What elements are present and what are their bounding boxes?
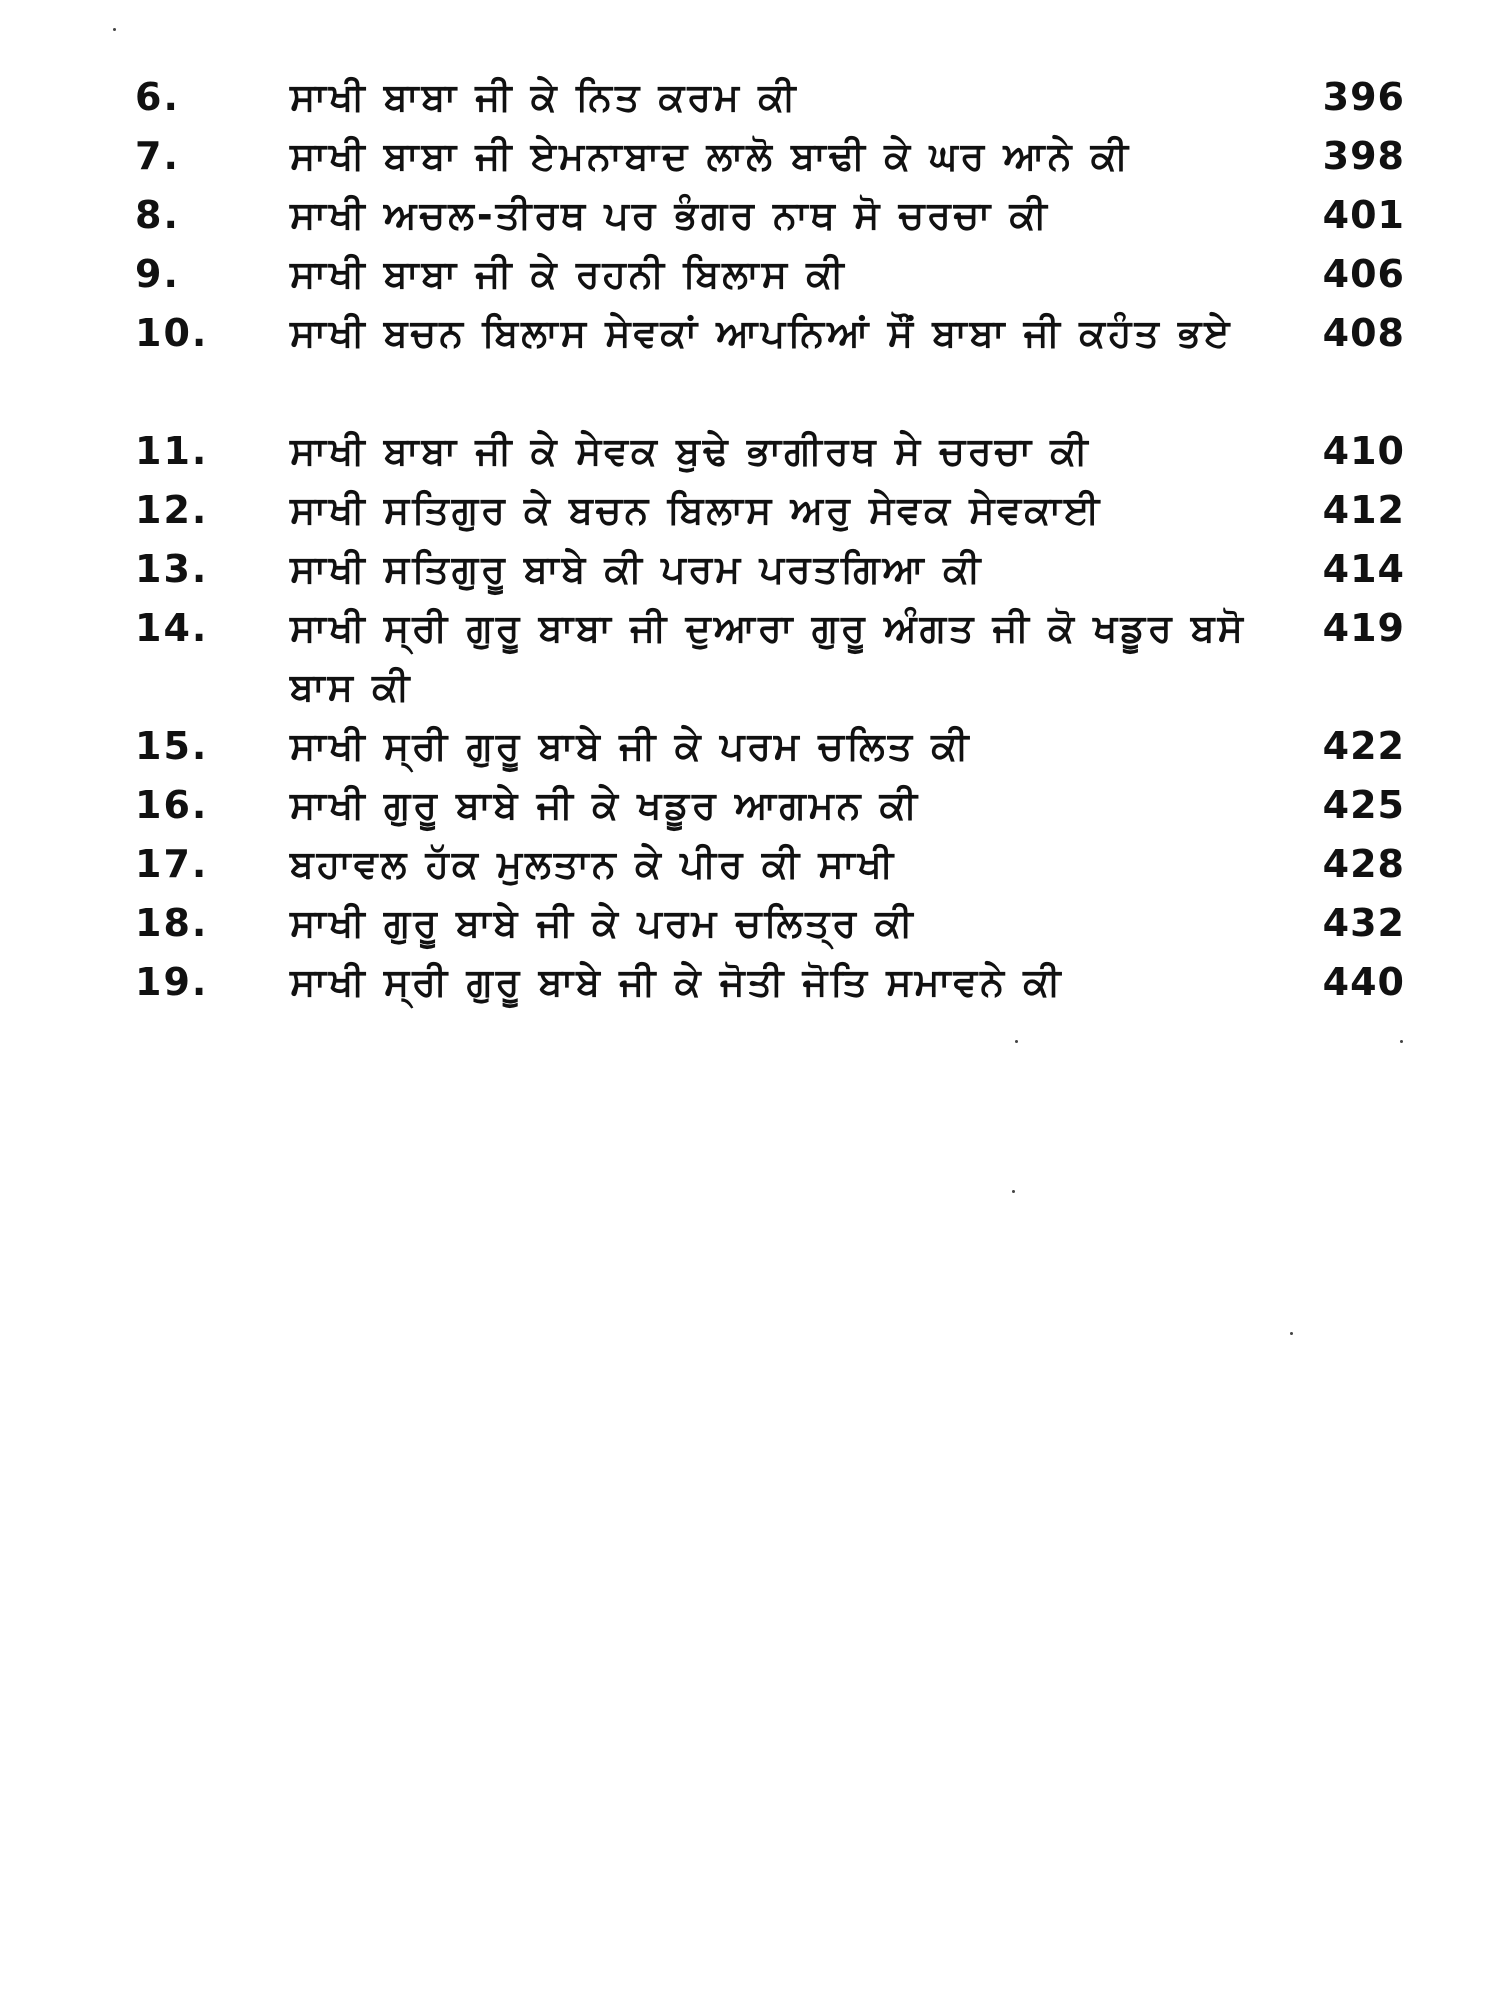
table-of-contents — [135, 68, 1405, 1012]
entry-page-number: 401 — [1322, 193, 1405, 237]
toc-entry — [135, 481, 1405, 540]
entry-title: ਸਾਖੀ ਬਾਬਾ ਜੀ ਕੇ ਰਹਨੀ ਬਿਲਾਸ ਕੀ — [290, 252, 847, 296]
entry-title: ਬਹਾਵਲ ਹੱਕ ਮੁਲਤਾਨ ਕੇ ਪੀਰ ਕੀ ਸਾਖੀ — [290, 842, 897, 886]
toc-entry — [135, 68, 1405, 127]
entry-page-number: 425 — [1322, 783, 1405, 827]
entry-number: 9. — [135, 252, 180, 296]
entry-page-number: 428 — [1322, 842, 1405, 886]
toc-entry — [135, 894, 1405, 953]
toc-entry — [135, 304, 1405, 422]
entry-title: ਸਾਖੀ ਅਚਲ-ਤੀਰਥ ਪਰ ਭੰਗਰ ਨਾਥ ਸੋ ਚਰਚਾ ਕੀ — [290, 193, 1050, 237]
entry-number: 10. — [135, 311, 209, 355]
entry-page-number: 440 — [1322, 960, 1405, 1004]
entry-number: 6. — [135, 75, 180, 119]
entry-number: 7. — [135, 134, 180, 178]
entry-title: ਸਾਖੀ ਬਾਬਾ ਜੀ ਕੇ ਨਿਤ ਕਰਮ ਕੀ — [290, 75, 799, 119]
entry-number: 8. — [135, 193, 180, 237]
toc-entry — [135, 599, 1405, 717]
entry-title: ਸਾਖੀ ਸਤਿਗੁਰ ਕੇ ਬਚਨ ਬਿਲਾਸ ਅਰੁ ਸੇਵਕ ਸੇਵਕਾਈ — [290, 488, 1103, 532]
entry-number: 17. — [135, 842, 209, 886]
entry-page-number: 412 — [1322, 488, 1405, 532]
toc-entry — [135, 835, 1405, 894]
toc-entry — [135, 953, 1405, 1012]
entry-title: ਸਾਖੀ ਗੁਰੂ ਬਾਬੇ ਜੀ ਕੇ ਪਰਮ ਚਲਿਤ੍ਰ ਕੀ — [290, 901, 916, 945]
toc-entry — [135, 186, 1405, 245]
entry-page-number: 396 — [1322, 75, 1405, 119]
entry-page-number: 422 — [1322, 724, 1405, 768]
scan-speck — [1400, 1040, 1403, 1043]
entry-title: ਸਾਖੀ ਸ੍ਰੀ ਗੁਰੂ ਬਾਬੇ ਜੀ ਕੇ ਜੋਤੀ ਜੋਤਿ ਸਮਾਵਨੇ ਕੀ — [290, 960, 1064, 1004]
entry-title: ਸਾਖੀ ਸਤਿਗੁਰੂ ਬਾਬੇ ਕੀ ਪਰਮ ਪਰਤਗਿਆ ਕੀ — [290, 547, 984, 591]
entry-page-number: 408 — [1322, 311, 1405, 355]
entry-page-number: 398 — [1322, 134, 1405, 178]
entry-title: ਸਾਖੀ ਗੁਰੂ ਬਾਬੇ ਜੀ ਕੇ ਖਡੂਰ ਆਗਮਨ ਕੀ — [290, 783, 921, 827]
scan-speck — [1290, 1332, 1293, 1335]
entry-title: ਸਾਖੀ ਸ੍ਰੀ ਗੁਰੂ ਬਾਬਾ ਜੀ ਦੁਆਰਾ ਗੁਰੂ ਅੰਗਤ ਜੀ ਕੋ ਖਡੂਰ ਬਸੋ ਬਾਸ ਕੀ — [290, 606, 1246, 709]
entry-title: ਸਾਖੀ ਸ੍ਰੀ ਗੁਰੂ ਬਾਬੇ ਜੀ ਕੇ ਪਰਮ ਚਲਿਤ ਕੀ — [290, 724, 972, 768]
toc-entry — [135, 127, 1405, 186]
entry-number: 13. — [135, 547, 209, 591]
toc-entry — [135, 717, 1405, 776]
entry-page-number: 432 — [1322, 901, 1405, 945]
entry-number: 18. — [135, 901, 209, 945]
scan-speck — [1015, 1040, 1018, 1043]
entry-title: ਸਾਖੀ ਬਾਬਾ ਜੀ ਕੇ ਸੇਵਕ ਬੁਢੇ ਭਾਗੀਰਥ ਸੇ ਚਰਚਾ ਕੀ — [290, 429, 1091, 473]
toc-entry — [135, 776, 1405, 835]
entry-number: 16. — [135, 783, 209, 827]
entry-title: ਸਾਖੀ ਬਚਨ ਬਿਲਾਸ ਸੇਵਕਾਂ ਆਪਨਿਆਂ ਸੌਂ ਬਾਬਾ ਜੀ ਕਹੰਤ ਭਏ — [290, 311, 1233, 355]
entry-page-number: 414 — [1322, 547, 1405, 591]
entry-title: ਸਾਖੀ ਬਾਬਾ ਜੀ ਏਮਨਾਬਾਦ ਲਾਲੋ ਬਾਢੀ ਕੇ ਘਰ ਆਨੇ ਕੀ — [290, 134, 1132, 178]
scan-speck — [1012, 1190, 1015, 1193]
entry-number: 19. — [135, 960, 209, 1004]
entry-number: 12. — [135, 488, 209, 532]
entry-number: 14. — [135, 606, 209, 650]
scan-speck — [113, 28, 116, 31]
entry-number: 15. — [135, 724, 209, 768]
entry-number: 11. — [135, 429, 209, 473]
toc-entry — [135, 245, 1405, 304]
entry-page-number: 410 — [1322, 429, 1405, 473]
entry-page-number: 406 — [1322, 252, 1405, 296]
toc-entry — [135, 422, 1405, 481]
toc-entry — [135, 540, 1405, 599]
entry-page-number: 419 — [1322, 606, 1405, 650]
